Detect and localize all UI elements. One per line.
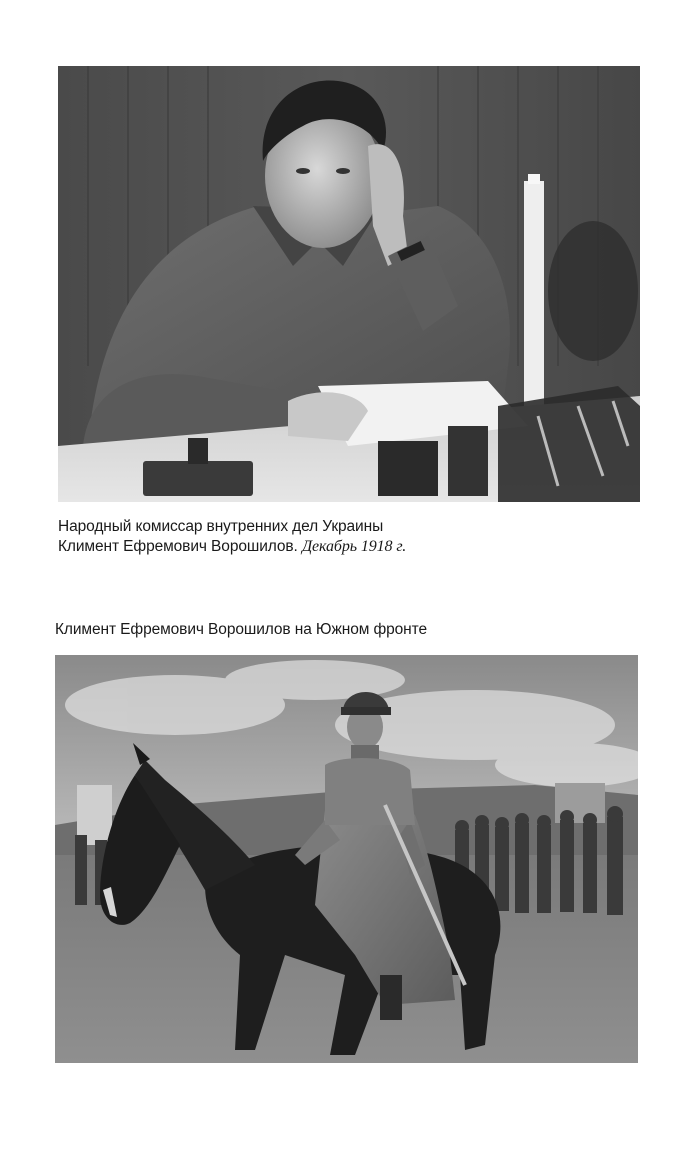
portrait-photo bbox=[58, 66, 640, 502]
portrait-photo-image bbox=[58, 66, 640, 502]
front-caption: Климент Ефремович Ворошилов на Южном фронте bbox=[55, 621, 427, 638]
portrait-caption-line1: Народный комиссар внутренних дел Украины bbox=[58, 518, 384, 535]
portrait-caption bbox=[58, 517, 406, 557]
portrait-caption-line2 bbox=[58, 537, 406, 557]
rider-photo bbox=[55, 655, 638, 1063]
portrait-caption-name: Климент Ефремович Ворошилов. bbox=[58, 538, 298, 555]
rider-photo-image bbox=[55, 655, 638, 1063]
portrait-caption-date: Декабрь 1918 г. bbox=[301, 538, 407, 555]
